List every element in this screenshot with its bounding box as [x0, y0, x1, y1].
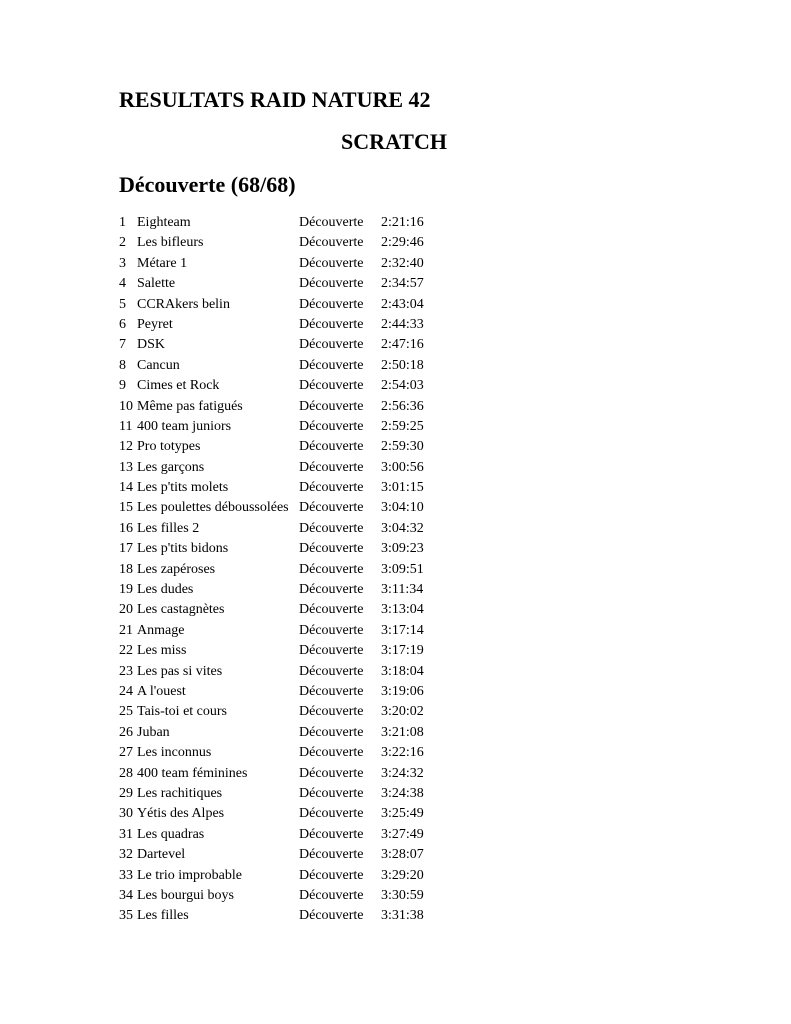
result-rank: 29 — [119, 785, 133, 801]
result-time: 3:09:23 — [381, 541, 424, 557]
result-time: 3:25:49 — [381, 806, 424, 822]
result-team: Les bourgui boys — [137, 887, 234, 903]
result-rank: 34 — [119, 887, 133, 903]
result-category: Découverte — [299, 459, 364, 475]
result-category: Découverte — [299, 826, 364, 842]
result-rank: 11 — [119, 418, 133, 434]
result-rank: 12 — [119, 439, 133, 455]
result-rank: 4 — [119, 276, 126, 292]
result-time: 3:28:07 — [381, 847, 424, 863]
result-team: CCRAkers belin — [137, 296, 230, 312]
result-time: 3:13:04 — [381, 602, 424, 618]
page-title: RESULTATS RAID NATURE 42 — [119, 87, 431, 112]
result-rank: 17 — [119, 541, 133, 557]
result-rank: 5 — [119, 296, 126, 312]
result-team: Les filles 2 — [137, 520, 200, 536]
result-rank: 15 — [119, 500, 133, 516]
result-category: Découverte — [299, 847, 364, 863]
result-category: Découverte — [299, 806, 364, 822]
result-category: Découverte — [299, 704, 364, 720]
result-time: 3:18:04 — [381, 663, 424, 679]
result-time: 3:31:38 — [381, 908, 424, 924]
result-category: Découverte — [299, 235, 364, 251]
result-category: Découverte — [299, 622, 364, 638]
result-rank: 24 — [119, 683, 133, 699]
result-category: Découverte — [299, 296, 364, 312]
result-category: Découverte — [299, 745, 364, 761]
result-rank: 28 — [119, 765, 133, 781]
result-time: 3:27:49 — [381, 826, 424, 842]
result-time: 3:20:02 — [381, 704, 424, 720]
result-category: Découverte — [299, 765, 364, 781]
result-rank: 23 — [119, 663, 133, 679]
result-category: Découverte — [299, 337, 364, 353]
result-time: 2:29:46 — [381, 235, 424, 251]
result-team: Les rachitiques — [137, 785, 223, 801]
result-time: 3:04:10 — [381, 500, 424, 516]
result-time: 3:01:15 — [381, 480, 424, 496]
result-rank: 33 — [119, 867, 133, 883]
result-team: Yétis des Alpes — [137, 806, 225, 822]
result-time: 2:21:16 — [381, 215, 424, 230]
result-category: Découverte — [299, 215, 364, 230]
result-category: Découverte — [299, 398, 364, 414]
result-rank: 1 — [119, 215, 126, 230]
result-time: 3:30:59 — [381, 887, 424, 903]
result-time: 3:24:32 — [381, 765, 424, 781]
result-team: Les quadras — [137, 826, 205, 842]
result-rank: 22 — [119, 643, 133, 659]
result-team: Les inconnus — [137, 745, 212, 761]
result-rank: 2 — [119, 235, 126, 251]
result-rank: 20 — [119, 602, 133, 618]
result-category: Découverte — [299, 276, 364, 292]
result-team: Les castagnètes — [137, 602, 225, 618]
result-category: Découverte — [299, 582, 364, 598]
result-rank: 27 — [119, 745, 133, 761]
result-time: 2:56:36 — [381, 398, 424, 414]
result-team: 400 team féminines — [137, 765, 248, 781]
result-time: 2:43:04 — [381, 296, 424, 312]
result-time: 3:09:51 — [381, 561, 424, 577]
result-team: Juban — [137, 724, 170, 740]
result-time: 2:54:03 — [381, 378, 424, 394]
result-time: 2:47:16 — [381, 337, 424, 353]
result-time: 3:17:19 — [381, 643, 424, 659]
result-rank: 9 — [119, 378, 126, 394]
result-rank: 13 — [119, 459, 133, 475]
result-team: DSK — [137, 337, 166, 353]
result-time: 2:44:33 — [381, 316, 424, 332]
result-rank: 10 — [119, 398, 133, 414]
result-category: Découverte — [299, 561, 364, 577]
result-time: 3:24:38 — [381, 785, 424, 801]
result-time: 3:19:06 — [381, 683, 424, 699]
result-rank: 26 — [119, 724, 133, 740]
result-team: Pro totypes — [137, 439, 201, 455]
result-team: Dartevel — [137, 847, 186, 863]
result-rank: 6 — [119, 316, 126, 332]
result-time: 3:29:20 — [381, 867, 424, 883]
result-team: Les bifleurs — [137, 235, 204, 251]
result-category: Découverte — [299, 785, 364, 801]
result-team: Le trio improbable — [137, 867, 242, 883]
result-category: Découverte — [299, 887, 364, 903]
result-rank: 8 — [119, 357, 126, 373]
result-category: Découverte — [299, 255, 364, 271]
result-rank: 3 — [119, 255, 126, 271]
page-subtitle: SCRATCH — [341, 129, 447, 154]
result-team: Même pas fatigués — [137, 398, 243, 414]
result-time: 2:59:30 — [381, 439, 424, 455]
result-time: 2:34:57 — [381, 276, 424, 292]
result-time: 2:50:18 — [381, 357, 424, 373]
result-team: Les p'tits molets — [137, 480, 229, 496]
result-category: Découverte — [299, 500, 364, 516]
result-team: Peyret — [137, 316, 173, 332]
result-time: 3:04:32 — [381, 520, 424, 536]
result-team: Les poulettes déboussolées — [137, 500, 289, 516]
result-team: Les p'tits bidons — [137, 541, 229, 557]
result-team: Tais-toi et cours — [137, 704, 227, 720]
result-category: Découverte — [299, 663, 364, 679]
result-rank: 31 — [119, 826, 133, 842]
result-time: 2:59:25 — [381, 418, 424, 434]
result-category: Découverte — [299, 439, 364, 455]
result-rank: 16 — [119, 520, 133, 536]
result-category: Découverte — [299, 316, 364, 332]
result-team: Cancun — [137, 357, 180, 373]
result-rank: 18 — [119, 561, 133, 577]
result-category: Découverte — [299, 908, 364, 924]
result-rank: 21 — [119, 622, 133, 638]
result-rank: 14 — [119, 480, 133, 496]
result-time: 3:00:56 — [381, 459, 424, 475]
result-team: Les pas si vites — [137, 663, 223, 679]
result-category: Découverte — [299, 724, 364, 740]
result-rank: 25 — [119, 704, 133, 720]
result-time: 3:17:14 — [381, 622, 424, 638]
result-category: Découverte — [299, 378, 364, 394]
result-team: Les zapéroses — [137, 561, 216, 577]
result-rank: 32 — [119, 847, 133, 863]
result-rank: 35 — [119, 908, 133, 924]
result-time: 3:11:34 — [381, 582, 424, 598]
result-rank: 19 — [119, 582, 133, 598]
result-team: Anmage — [137, 622, 185, 638]
result-category: Découverte — [299, 541, 364, 557]
result-team: Métare 1 — [137, 255, 188, 271]
result-team: Salette — [137, 276, 176, 292]
result-category: Découverte — [299, 867, 364, 883]
result-team: Les filles — [137, 908, 189, 924]
result-time: 3:21:08 — [381, 724, 424, 740]
result-category: Découverte — [299, 643, 364, 659]
result-team: Eighteam — [137, 215, 191, 230]
result-team: A l'ouest — [137, 683, 186, 699]
result-category: Découverte — [299, 683, 364, 699]
result-team: Les miss — [137, 643, 187, 659]
category-heading: Découverte (68/68) — [119, 172, 296, 197]
result-time: 2:32:40 — [381, 255, 424, 271]
result-team: Les garçons — [137, 459, 205, 475]
result-rank: 7 — [119, 337, 126, 353]
result-category: Découverte — [299, 357, 364, 373]
result-category: Découverte — [299, 418, 364, 434]
result-category: Découverte — [299, 602, 364, 618]
result-category: Découverte — [299, 480, 364, 496]
result-team: Cimes et Rock — [137, 378, 220, 394]
result-time: 3:22:16 — [381, 745, 424, 761]
result-category: Découverte — [299, 520, 364, 536]
result-team: 400 team juniors — [137, 418, 232, 434]
result-team: Les dudes — [137, 582, 194, 598]
result-rank: 30 — [119, 806, 133, 822]
